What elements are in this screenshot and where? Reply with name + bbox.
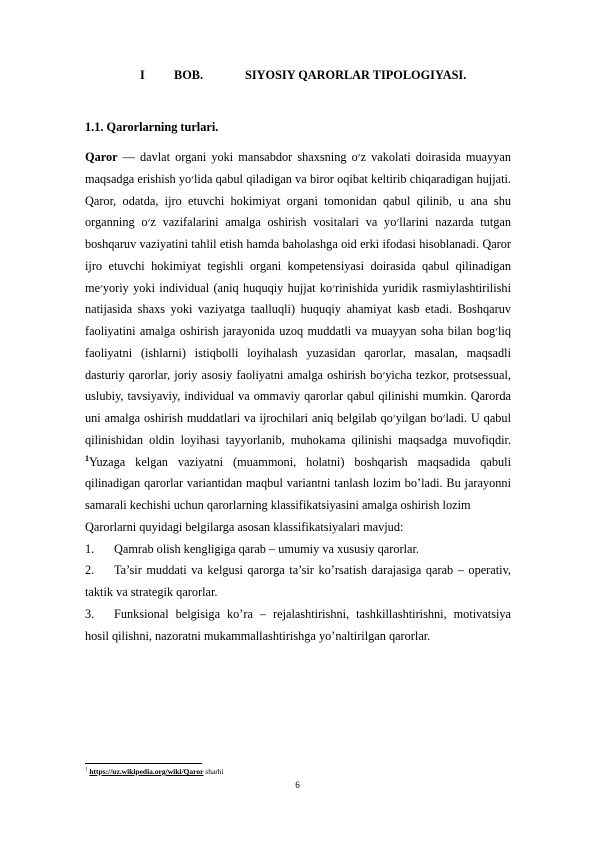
footnote-number: 1 — [85, 767, 88, 773]
list-item-text: Qamrab olish kengligiga qarab – umumiy va xususiy qarorlar. — [114, 541, 419, 556]
chapter-title: SIYOSIY QARORLAR TIPOLOGIYASI. — [245, 68, 467, 82]
chapter-number: I — [140, 68, 145, 82]
classification-intro: Qarorlarni quyidagi belgilarga asosan klassifikatsiyalari mavjud: — [85, 519, 404, 534]
list-item-number: 1. — [85, 541, 95, 556]
footnote — [85, 767, 224, 777]
footnote-separator — [85, 763, 202, 764]
footnote-link[interactable]: https://uz.wikipedia.org/wiki/Qaror — [89, 767, 204, 776]
section-heading: 1.1. Qarorlarning turlari. — [85, 120, 219, 134]
list-item — [85, 604, 511, 648]
list-item-text: Funksional belgisiga ko’ra – rejalashtirishni, tashkillashtirishni, motivatsiya hosil qilishni, nazoratni mukammallashtirishga yo’naltirilgan qarorlar. — [85, 606, 511, 643]
list-item-number: 3. — [85, 606, 95, 621]
paragraph-text-2: Yuzaga kelgan vaziyatni (muammoni, holatni) boshqarish maqsadida qabuli qilinadigan qarorlar variantidan maqbul variantni tanlash lozim bo’ladi. Bu jarayonni samarali kechishi uchun qarorlarning klassifikatsiyasini amalga oshirish lozim — [85, 454, 511, 512]
list-item-number: 2. — [85, 563, 95, 578]
chapter-label: BOB. — [174, 68, 204, 82]
list-item-text: Ta’sir muddati va kelgusi qarorga ta’sir ko’rsatish darajasiga qarab – operativ, taktik va strategik qarorlar. — [85, 563, 511, 599]
list-item — [85, 560, 511, 604]
footnote-suffix: sharhi — [203, 767, 224, 776]
list-item — [85, 539, 511, 561]
footnote-reference[interactable]: 1 — [85, 453, 89, 463]
page-number: 6 — [295, 780, 300, 790]
term-qaror: Qaror — [85, 150, 118, 164]
body-text — [85, 147, 511, 647]
main-paragraph — [85, 147, 511, 517]
paragraph-text-1: — davlat organi yoki mansabdor shaxsning o׳z vakolati doirasida muayyan maqsadga erishish yo׳lida qabul qiladigan va biror oqibat keltirib chiqaradigan hujjati. Qaror, odatda, ijro etuvchi hokimiyat organi tomonidan qabul qilinib, u ana shu organning o׳z vazifalarini amalga oshirish vositalari va yo׳llarini nazarda tutgan boshqaruv vaziyatini tahlil etish hamda baholashga oid erki ifodasi hisoblanadi. Qaror ijro etuvchi hokimiyat tegishli organi kompetensiyasi doirasida qabul qilinadigan me׳yoriy yoki individual (aniq huquqiy hujjat ko׳rinishida yuridik rasmiylashtirilishi natijasida shaxs yoki vaziyatga taalluqli) huquqiy ahamiyat kasb etadi. Boshqaruv faoliyatini amalga oshirish jarayonida uzoq muddatli va muayyan soha bilan bog׳liq faoliyatni (ishlarni) istiqbolli loyihalash yuzasidan qarorlar, masalan, maqsadli dasturiy qarorlar, joriy asosiy faoliyatni amalga oshirish bo׳yicha tezkor, protsessual, uslubiy, tavsiyaviy, individual va ommaviy qarorlar qabul qilinishi mumkin. Qarorda uni amalga oshirish muddatlari va ijrochilari aniq belgilab qo׳yilgan bo׳ladi. U qabul qilinishidan oldin loyihasi tayyorlanib, muhokama qilinishi maqsadga muvofiqdir. — [85, 150, 511, 447]
